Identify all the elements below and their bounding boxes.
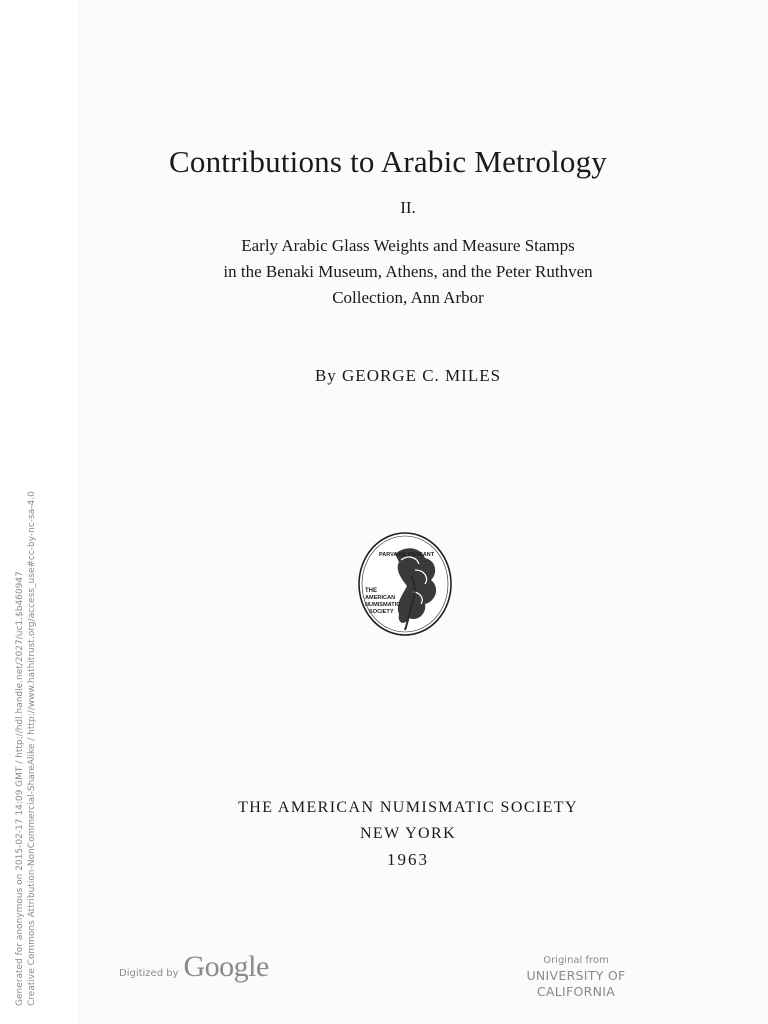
seal-text-line: THE bbox=[365, 588, 377, 594]
usage-watermark bbox=[14, 491, 38, 1006]
original-institution: UNIVERSITY OF CALIFORNIA bbox=[526, 968, 626, 999]
seal-text-line: SOCIETY bbox=[369, 609, 394, 615]
original-label: Original from bbox=[543, 955, 609, 966]
publisher-name: THE AMERICAN NUMISMATIC SOCIETY bbox=[238, 799, 578, 816]
original-source bbox=[488, 954, 664, 1000]
author-line: By GEORGE C. MILES bbox=[314, 366, 502, 385]
publication-year: 1963 bbox=[387, 850, 429, 869]
seal-text-line: NUMISMATIC bbox=[365, 602, 401, 608]
part-number: II. bbox=[400, 198, 416, 217]
digitized-by bbox=[119, 950, 269, 984]
google-logo-icon: Google bbox=[183, 950, 269, 983]
seal-motto-1: PARVA NE PEREANT bbox=[379, 552, 435, 558]
society-seal-icon bbox=[355, 530, 455, 638]
subtitle-line: Early Arabic Glass Weights and Measure Stamps bbox=[241, 236, 575, 255]
subtitle-line: Collection, Ann Arbor bbox=[332, 288, 484, 307]
imprint bbox=[78, 795, 738, 873]
publisher-city: NEW YORK bbox=[359, 825, 457, 842]
license-notice: Creative Commons Attribution-NonCommercial-ShareAlike / http://www.hathitrust.org/access_use#cc-by-nc-sa-4.0 bbox=[27, 491, 37, 1006]
book-subtitle bbox=[78, 233, 738, 311]
page-surface bbox=[78, 0, 768, 1024]
book-title: Contributions to Arabic Metrology bbox=[169, 144, 607, 179]
digitized-label: Digitized by bbox=[119, 968, 179, 979]
subtitle-line: in the Benaki Museum, Athens, and the Peter Ruthven bbox=[223, 262, 593, 281]
seal-text-line: AMERICAN bbox=[365, 595, 396, 601]
generated-notice: Generated for anonymous on 2015-02-17 14:09 GMT / http://hdl.handle.net/2027/uc1.$b460947 bbox=[15, 571, 25, 1006]
